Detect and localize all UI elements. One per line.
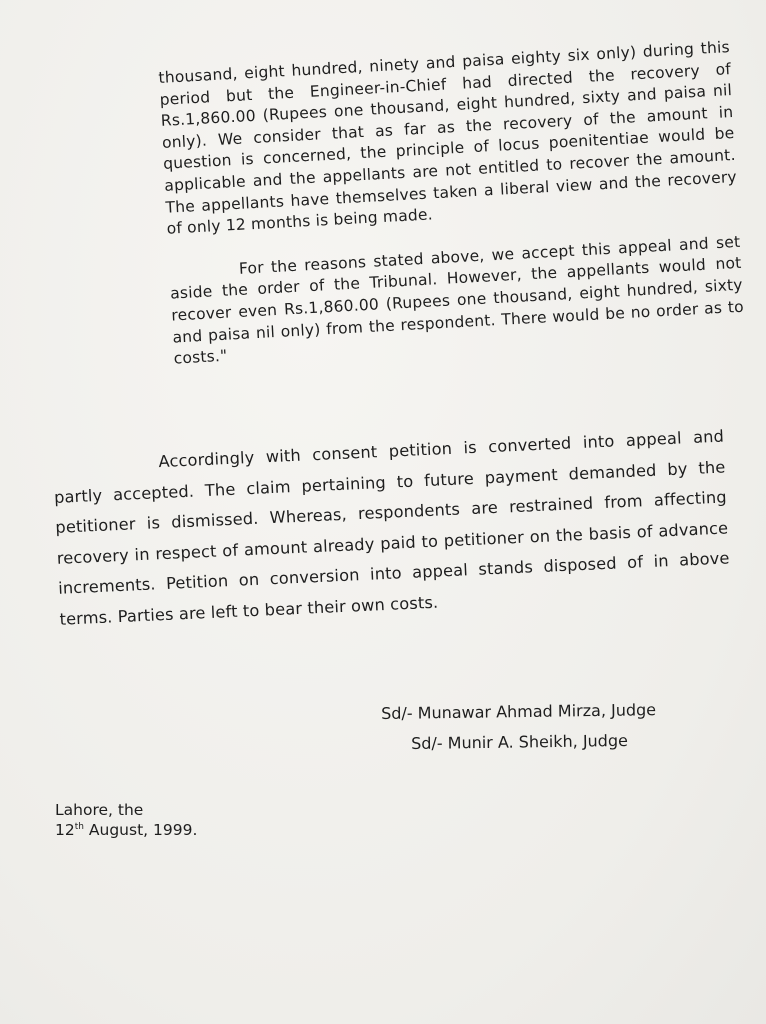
order-paragraph (52, 422, 732, 635)
quoted-judgment-excerpt (158, 37, 746, 370)
signature-judge-2: Sd/- Munir A. Sheikh, Judge (411, 730, 629, 753)
place-line: Lahore, the (55, 801, 144, 819)
signature-judge-1: Sd/- Munawar Ahmad Mirza, Judge (381, 700, 657, 723)
date-line (55, 820, 197, 840)
date-day-suffix: th (74, 822, 84, 832)
quoted-paragraph-1: thousand, eight hundred, ninety and paisa eighty six only) during this period but the Engineer-in-Chief had directed the recovery of Rs.1,860.00 (Rupees one thousand, eight hundred, sixty and paisa nil only). We consider that as far as the recovery of the amount in question is concerned, the principle of locus poenitentiae would be applicable and the appellants are not entitled to recover the amount. The appellants have themselves taken a liberal view and the recovery of only 12 months is being made. (158, 38, 738, 238)
quoted-paragraph-2: For the reasons stated above, we accept this appeal and set aside the order of the Tribunal. However, the appellants would not recover even Rs.1,860.00 (Rupees one thousand, eight hundred, sixty and paisa nil only) from the respondent. There would be no order as to costs." (169, 232, 745, 368)
date-day: 12 (55, 821, 75, 839)
place-and-date (55, 800, 197, 840)
date-month-year: August, 1999. (88, 821, 198, 839)
order-text: Accordingly with consent petition is converted into appeal and partly accepted. The claim pertaining to future payment demanded by the petitioner is dismissed. Whereas, respondents are restrained from affecting recovery in respect of amount already paid to petitioner on the basis of advance increments. Petition on conversion into appeal stands disposed of in above terms. Parties are left to bear their own costs. (53, 426, 730, 629)
